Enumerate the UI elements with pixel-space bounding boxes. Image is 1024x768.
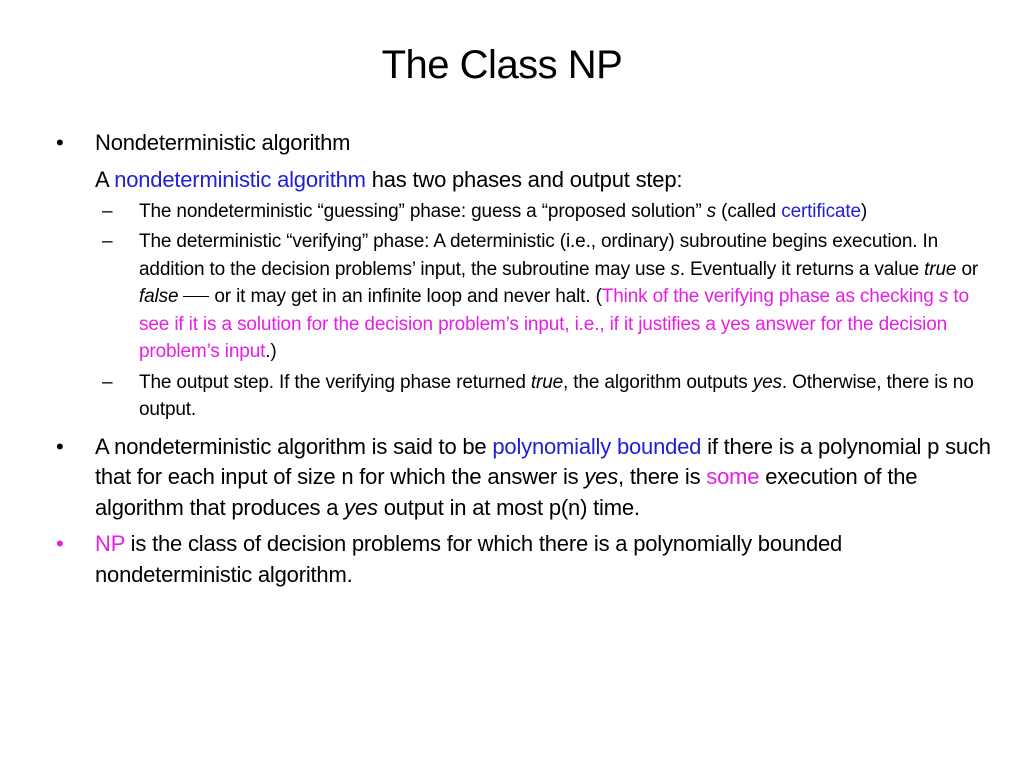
text-run: The nondeterministic “guessing” phase: guess a “proposed solution” [139, 200, 707, 222]
text-run: or it may get in an infinite loop and never halt. ( [214, 286, 602, 307]
text-run: The output step. If the verifying phase returned [139, 371, 531, 393]
text-run-italic: yes [752, 371, 782, 393]
text-run: has two phases and output step: [365, 166, 683, 192]
text-run: A nondeterministic algorithm is said to be [95, 433, 493, 459]
text-run-highlight-italic: s [938, 286, 949, 307]
text-run-highlight: to see if it is a solution for the decision problem’s input, i.e., if it justifies a yes answer for the decision problem’s input [139, 286, 969, 362]
text-run-italic: yes [584, 464, 618, 489]
text-run: (called [716, 200, 782, 222]
slide-title: The Class NP [381, 43, 623, 87]
subitem-output-step [56, 369, 996, 424]
phase-list [56, 198, 996, 424]
text-run: The deterministic “verifying” phase: A deterministic (i.e., ordinary) subroutine begins execution. In addition to the decision problems’ input, the subroutine may use [139, 231, 939, 280]
bullet-np-definition [56, 529, 996, 590]
term-certificate: certificate [781, 200, 861, 222]
bullet-marker: • [56, 433, 64, 459]
text-run: is the class of decision problems for which there is a polynomially bounded nondeterministic algorithm. [95, 531, 843, 587]
text-run: A [95, 166, 115, 192]
text-run-italic: true [924, 258, 957, 280]
text-run: , the algorithm outputs [563, 371, 753, 393]
bullet-marker: • [56, 531, 64, 556]
bullet-marker: • [56, 130, 64, 155]
text-run: output in at most p(n) time. [377, 494, 640, 520]
subitem-guessing-phase [56, 198, 996, 226]
text-run-italic: yes [344, 494, 378, 520]
em-dash-rule [183, 296, 209, 297]
text-run: . Eventually it returns a value [679, 258, 925, 280]
dash-marker: – [102, 371, 113, 393]
bullet-continuation [56, 165, 996, 195]
term-polynomially-bounded: polynomially bounded [492, 433, 702, 459]
text-run: if there is a polynomial p such that for each input of size n for which the answer is [95, 433, 991, 489]
text-run: .) [265, 341, 277, 362]
bullet-polynomially-bounded [56, 432, 996, 524]
text-run-italic: true [530, 371, 564, 393]
dash-marker: – [102, 231, 113, 252]
text-run: ) [860, 200, 868, 222]
slide-content [56, 128, 996, 590]
dash-marker: – [102, 200, 113, 222]
text-run-italic: s [670, 258, 680, 280]
term-some: some [706, 464, 760, 489]
bullet-nondeterministic-algorithm [56, 128, 996, 159]
text-run: or [956, 258, 979, 280]
term-nondeterministic-algorithm: nondeterministic algorithm [114, 166, 366, 192]
text-run-italic: s [706, 200, 717, 222]
text-run: . Otherwise, there is no output. [139, 371, 974, 420]
text-run-highlight: Think of the verifying phase as checking [601, 286, 939, 307]
subitem-verifying-phase [56, 228, 996, 366]
text-run: execution of the algorithm that produces a [95, 464, 918, 520]
term-np: NP [95, 531, 125, 556]
bullet-heading: Nondeterministic algorithm [95, 130, 351, 155]
text-run-italic: false [139, 286, 179, 307]
text-run: , there is [618, 464, 707, 489]
